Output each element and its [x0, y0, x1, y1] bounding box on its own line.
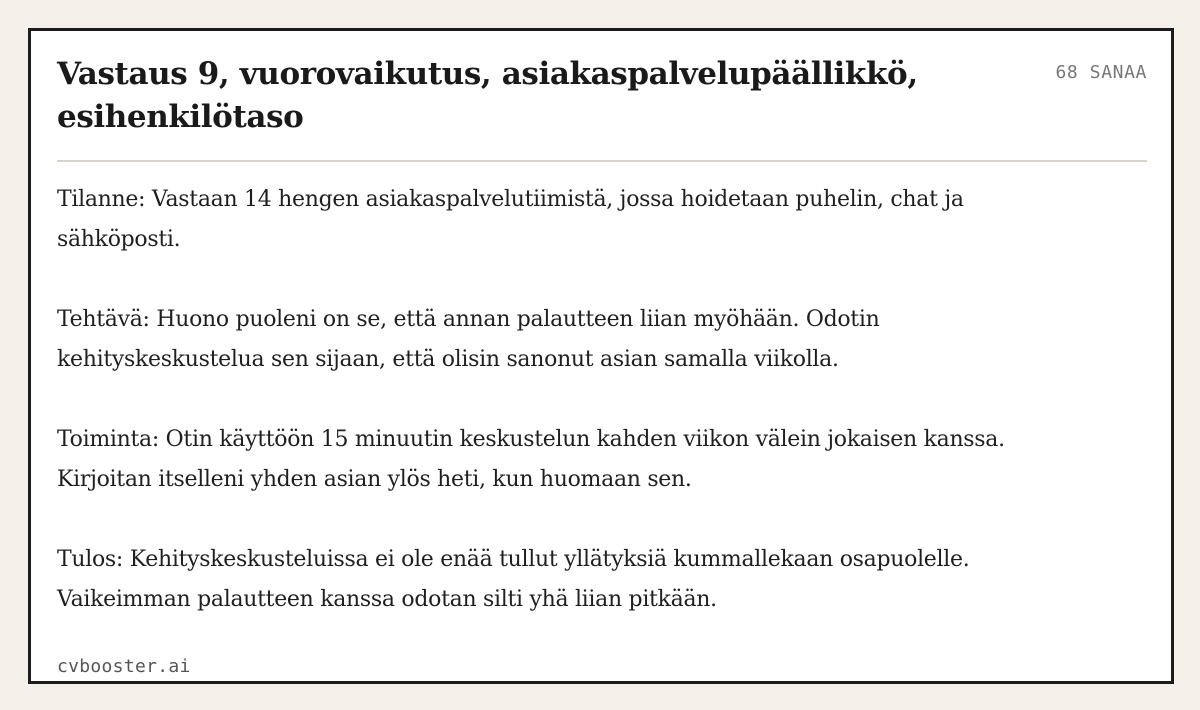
- card-title: Vastaus 9, vuorovaikutus, asiakaspalvelupäällikkö, esihenkilötaso: [57, 56, 918, 135]
- footer-brand: cvbooster.ai: [57, 656, 191, 677]
- paragraph-task: Tehtävä: Huono puoleni on se, että annan palautteen liian myöhään. Odotin kehityskeskustelua sen sijaan, että olisin sanonut asian samalla viikolla.: [57, 307, 880, 372]
- paragraph-result: Tulos: Kehityskeskusteluissa ei ole enää tullut yllätyksiä kummallekaan osapuolelle. Vaikeimman palautteen kanssa odotan silti yhä liian pitkään.: [57, 547, 970, 612]
- card-header: [57, 53, 1147, 163]
- paragraph-action: Toiminta: Otin käyttöön 15 minuutin keskustelun kahden viikon välein jokaisen kanssa. Kirjoitan itselleni yhden asian ylös heti, kun huomaan sen.: [57, 427, 1005, 492]
- answer-body: [57, 180, 1057, 660]
- header-divider: [57, 160, 1147, 162]
- word-count-badge: 68 SANAA: [1055, 62, 1147, 83]
- answer-card: [28, 28, 1174, 684]
- paragraph-situation: Tilanne: Vastaan 14 hengen asiakaspalvelutiimistä, jossa hoidetaan puhelin, chat ja sähköposti.: [57, 187, 964, 252]
